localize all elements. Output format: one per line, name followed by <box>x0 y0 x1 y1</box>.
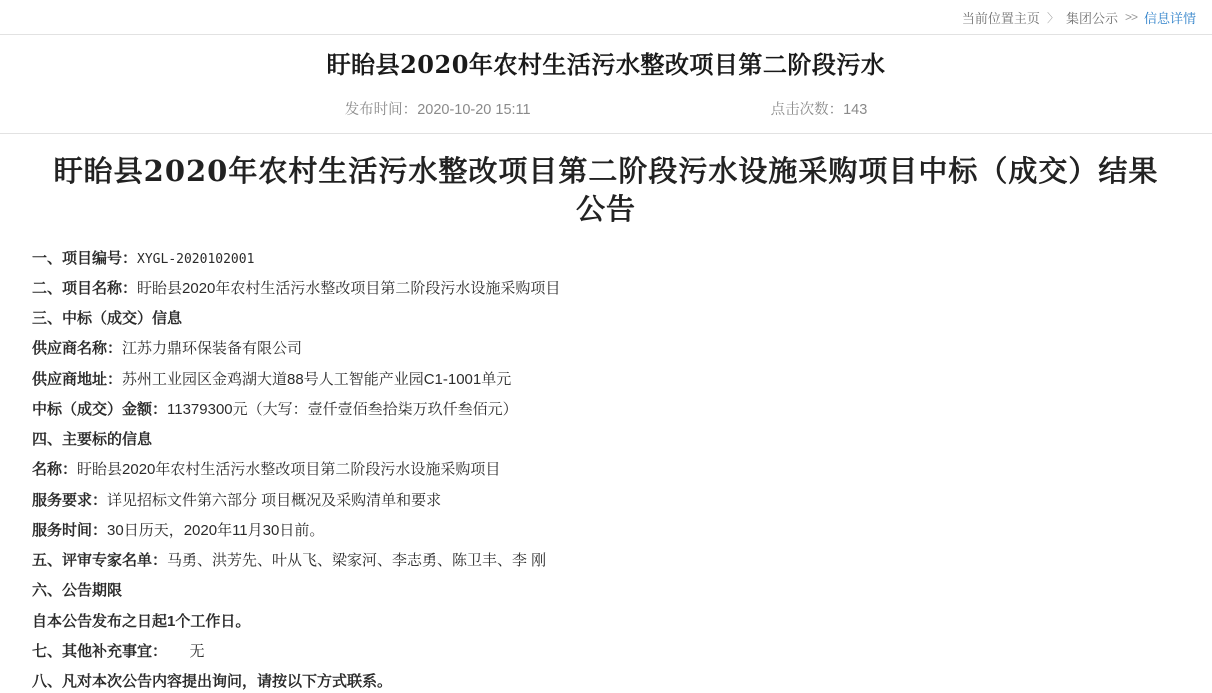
announcement-item <box>30 519 1182 542</box>
announcement-item <box>30 489 1182 512</box>
breadcrumb-current: 信息详情 <box>1143 10 1196 26</box>
announcement-item-label: 自本公告发布之日起1个工作日。 <box>32 612 251 630</box>
announcement-item-value: XYGL-2020102001 <box>137 251 255 267</box>
announcement-item <box>30 368 1182 391</box>
page-title: 盱眙县2020年农村生活污水整改项目第二阶段污水 <box>326 50 886 79</box>
announcement-item-label: 名称： <box>32 461 78 479</box>
announcement-item <box>30 579 1182 602</box>
announcement-item <box>30 277 1182 300</box>
announcement-item <box>30 640 1182 663</box>
announcement-item <box>30 549 1182 572</box>
announcement-item <box>30 337 1182 360</box>
announcement-item-value: 苏州工业园区金鸡湖大道88号人工智能产业园C1-1001单元 <box>122 370 512 388</box>
publish-time-value: 2020-10-20 15:11 <box>417 102 531 119</box>
announcement-body <box>30 247 1182 693</box>
view-count-label: 点击次数： <box>770 102 844 119</box>
publish-time <box>345 98 531 119</box>
breadcrumb <box>0 0 1212 34</box>
breadcrumb-section-link[interactable]: 集团公示 <box>1065 10 1118 26</box>
announcement-item-label: 中标（成交）金额： <box>32 400 168 418</box>
announcement-item-label: 五、评审专家名单： <box>32 552 168 570</box>
breadcrumb-home-link[interactable]: 主页 <box>1013 10 1040 26</box>
announcement-item-label: 一、项目编号： <box>32 249 138 267</box>
announcement-item <box>30 247 1182 270</box>
view-count-value: 143 <box>843 102 868 119</box>
announcement-item-value: 盱眙县2020年农村生活污水整改项目第二阶段污水设施采购项目 <box>137 279 561 297</box>
announcement-item-label: 服务要求： <box>32 491 108 509</box>
announcement-item-value: 盱眙县2020年农村生活污水整改项目第二阶段污水设施采购项目 <box>77 461 501 479</box>
announcement-item-label: 服务时间： <box>32 521 108 539</box>
breadcrumb-label: 当前位置 <box>961 10 1014 26</box>
announcement-heading: 盱眙县2020年农村生活污水整改项目第二阶段污水设施采购项目中标（成交）结果公告 <box>53 154 1159 227</box>
announcement-item <box>30 610 1182 633</box>
announcement-item-value: 无 <box>159 642 205 660</box>
announcement-item-label: 八、凡对本次公告内容提出询问，请按以下方式联系。 <box>32 673 393 691</box>
announcement-item <box>30 428 1182 451</box>
article-header <box>0 35 1212 134</box>
breadcrumb-separator-icon: 〉 <box>1046 10 1059 25</box>
announcement-item <box>30 670 1182 693</box>
announcement-item-value: 江苏力鼎环保装备有限公司 <box>122 340 303 358</box>
announcement-item-label: 供应商名称： <box>32 340 123 358</box>
announcement-item-value: 马勇、洪芳先、叶从飞、梁家河、李志勇、陈卫丰、李 刚 <box>167 552 547 570</box>
view-count <box>771 98 868 119</box>
announcement-item <box>30 307 1182 330</box>
publish-time-label: 发布时间： <box>344 102 418 119</box>
announcement-item-label: 二、项目名称： <box>32 279 138 297</box>
announcement-item-value: 30日历天，2020年11月30日前。 <box>107 521 325 539</box>
article-meta <box>0 98 1212 119</box>
announcement-item <box>30 398 1182 421</box>
breadcrumb-separator-double-icon: >> <box>1124 10 1137 24</box>
announcement-item-value: 详见招标文件第六部分 项目概况及采购清单和要求 <box>107 491 442 509</box>
announcement-item-label: 三、中标（成交）信息 <box>32 310 183 328</box>
article-content <box>0 134 1212 693</box>
announcement-item-value: 11379300元（大写：壹仟壹佰叁拾柒万玖仟叁佰元） <box>167 400 518 418</box>
announcement-item-label: 供应商地址： <box>32 370 123 388</box>
announcement-item <box>30 458 1182 481</box>
announcement-item-label: 六、公告期限 <box>32 582 123 600</box>
announcement-item-label: 七、其他补充事宜： <box>32 642 160 660</box>
announcement-item-label: 四、主要标的信息 <box>32 431 153 449</box>
